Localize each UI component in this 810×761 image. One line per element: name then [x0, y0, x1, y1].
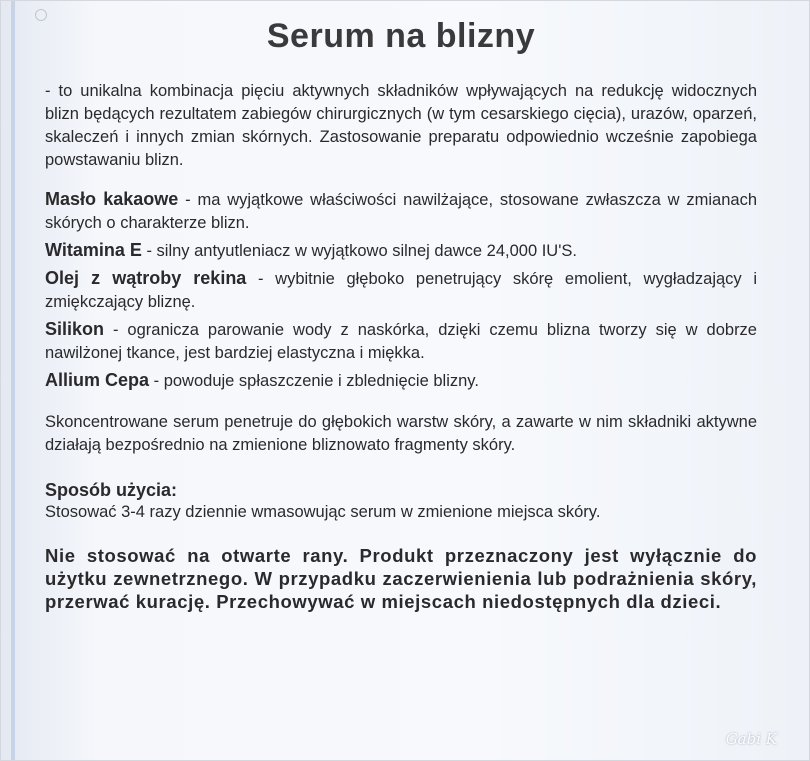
ingredient-name: Silikon — [45, 319, 105, 339]
penetration-paragraph: Skoncentrowane serum penetruje do głębokich warstw skóry, a zawarte w nim składniki aktywne działają bezpośrednio na zmienione bliznowato fragmenty skóry. — [45, 413, 757, 454]
ingredient-cocoa-butter — [45, 188, 757, 235]
label-content — [45, 17, 757, 613]
ingredient-description: - wybitnie głęboko penetrujący skórę emolient, wygładzający i zmiękczający bliznę. — [45, 270, 757, 311]
page-title: Serum na blizny — [266, 17, 536, 55]
ingredient-description: - ogranicza parowanie wody z naskórka, dzięki czemu blizna tworzy się w dobrze nawilżonej tkance, jest bardziej elastyczna i miękka. — [45, 321, 757, 362]
ingredient-vitamin-e — [45, 239, 757, 263]
ingredient-name: Allium Cepa — [45, 370, 150, 390]
ingredient-allium-cepa — [45, 369, 757, 393]
ingredient-description: - silny antyutleniacz w wyjątkowo silnej dawce 24,000 IU'S. — [141, 242, 577, 260]
ingredient-description: - powoduje spłaszczenie i zblednięcie blizny. — [149, 372, 479, 390]
ingredient-name: Olej z wątroby rekina — [45, 268, 247, 288]
ingredient-shark-liver-oil — [45, 267, 757, 314]
ingredient-silicone — [45, 318, 757, 365]
ingredient-description: - ma wyjątkowe właściwości nawilżające, stosowane zwłaszcza w zmianach skórych o charakterze blizn. — [45, 191, 757, 232]
watermark-signature: Gabi K — [725, 730, 777, 748]
usage-text: Stosować 3-4 razy dziennie wmasowując serum w zmienione miejsca skóry. — [45, 503, 601, 521]
ingredient-name: Witamina E — [45, 240, 142, 260]
warning-paragraph: Nie stosować na otwarte rany. Produkt przeznaczony jest wyłącznie do użytku zewnetrznego. W przypadku zaczerwienienia lub podrażnienia skóry, przerwać kurację. Przechowywać w miejscach niedostępnych dla dzieci. — [45, 545, 757, 612]
usage-heading: Sposób użycia: — [45, 480, 178, 500]
intro-paragraph: - to unikalna kombinacja pięciu aktywnych składników wpływających na redukcję widocznych blizn będących rezultatem zabiegów chirurgicznych (w tym cesarskiego cięcia), urazów, oparzeń, skaleczeń i innych zmian skórnych. Zastosowanie preparatu odpowiednio wcześnie zapobiega powstawaniu blizn. — [45, 82, 757, 169]
ingredient-name: Masło kakaowe — [45, 189, 179, 209]
